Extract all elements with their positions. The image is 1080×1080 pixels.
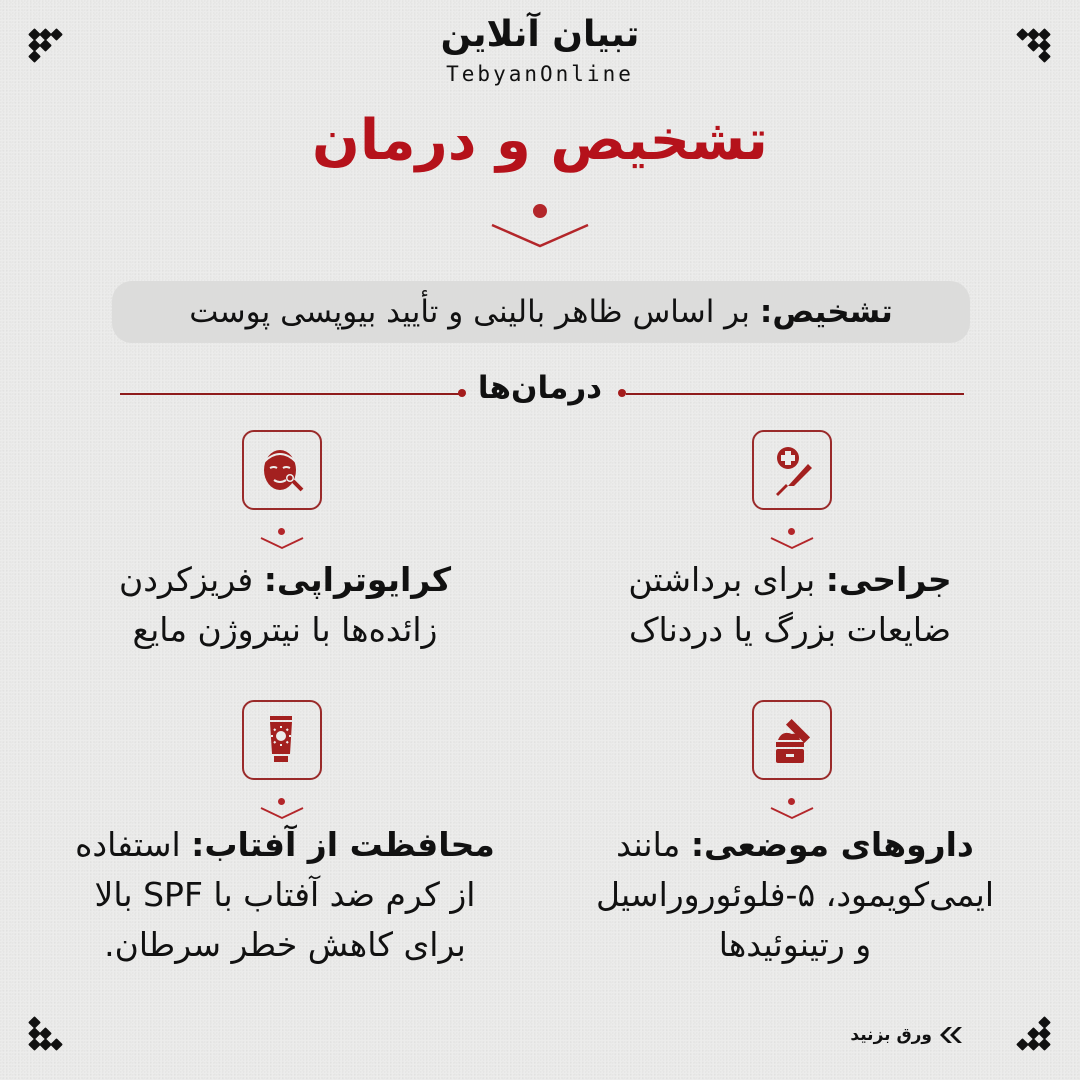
- cryotherapy-desc-line1: فریزکردن: [118, 560, 254, 599]
- corner-ornament-bottom-right: [1018, 1018, 1058, 1058]
- treatment-surgery: [560, 555, 1020, 655]
- sun-protection-title: محافظت از آفتاب:: [191, 825, 495, 864]
- diagnosis-text: بر اساس ظاهر بالینی و تأیید بیوپسی پوست: [189, 294, 750, 330]
- chevron-down-icon: [260, 537, 304, 549]
- double-chevron-left-icon: [938, 1026, 962, 1044]
- topical-icon-box: [752, 700, 832, 780]
- chevron-down-icon: [260, 807, 304, 819]
- swipe-hint[interactable]: [850, 1025, 962, 1045]
- cryotherapy-title: کرایوتراپی:: [263, 560, 452, 599]
- sunscreen-tube-icon: [254, 712, 310, 768]
- chevron-down-icon: [770, 537, 814, 549]
- chevron-down-icon: [490, 222, 590, 248]
- title-dot: [533, 204, 547, 218]
- cream-jar-icon: [764, 712, 820, 768]
- cryotherapy-icon-box: [242, 430, 322, 510]
- surgery-dot: [788, 528, 795, 535]
- cryotherapy-desc-line2: زائده‌ها با نیتروژن مایع: [132, 610, 438, 649]
- topical-desc-line2: ایمی‌کویمود، ۵-فلوئوروراسیل: [595, 875, 995, 914]
- sun-protection-dot: [278, 798, 285, 805]
- surgery-title: جراحی:: [825, 560, 952, 599]
- surgery-icon-box: [752, 430, 832, 510]
- treatment-sun-protection: [55, 820, 515, 970]
- corner-ornament-bottom-left: [30, 1018, 70, 1058]
- sun-protection-desc-line2: از کرم ضد آفتاب با SPF بالا: [94, 875, 476, 914]
- topical-title: داروهای موضعی:: [690, 825, 974, 864]
- divider-dot-left: [458, 389, 466, 397]
- treatment-cryotherapy: [60, 555, 510, 655]
- sun-protection-desc-line3: برای کاهش خطر سرطان.: [104, 925, 466, 964]
- treatments-heading: درمان‌ها: [477, 370, 603, 406]
- divider-line-right: [626, 393, 964, 395]
- diagnosis-banner: [112, 281, 970, 343]
- cryotherapy-dot: [278, 528, 285, 535]
- scalpel-medical-cross-icon: [764, 442, 820, 498]
- face-cryotherapy-icon: [254, 442, 310, 498]
- brand-logo-english: TebyanOnline: [446, 62, 634, 86]
- sun-protection-icon-box: [242, 700, 322, 780]
- swipe-label: ورق بزنید: [850, 1025, 932, 1045]
- divider-dot-right: [618, 389, 626, 397]
- treatment-topical: [545, 820, 1045, 970]
- brand-logo-persian: تبیان آنلاین: [440, 14, 640, 55]
- divider-line-left: [120, 393, 460, 395]
- chevron-down-icon: [770, 807, 814, 819]
- page-title: تشخیص و درمان: [312, 108, 768, 173]
- sun-protection-desc-line1: استفاده: [75, 825, 181, 864]
- topical-desc-line1: مانند: [616, 825, 681, 864]
- topical-desc-line3: و رتینوئیدها: [718, 925, 872, 964]
- topical-dot: [788, 798, 795, 805]
- surgery-desc-line2: ضایعات بزرگ یا دردناک: [629, 610, 951, 649]
- surgery-desc-line1: برای برداشتن: [628, 560, 816, 599]
- diagnosis-label: تشخیص:: [759, 294, 893, 330]
